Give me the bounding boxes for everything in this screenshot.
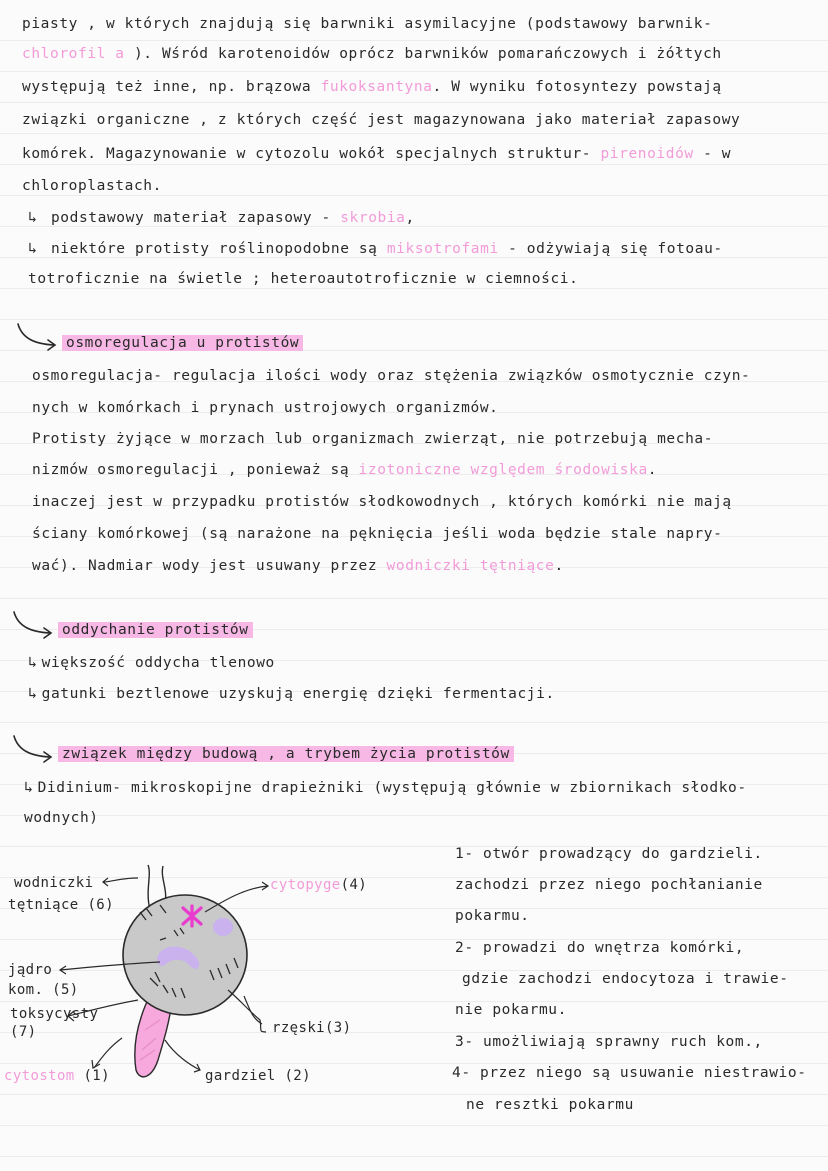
label-toksycysty: toksycysty	[10, 1006, 99, 1022]
resp-bullet-1: ↳ większość oddycha tlenowo	[28, 653, 275, 671]
label-cytopyge: cytopyge(4)	[270, 877, 368, 893]
note-2: 2- prowadzi do wnętrza komórki,	[455, 940, 745, 956]
label-cytostom: cytostom (1)	[4, 1068, 110, 1084]
osmo-line-6: ściany komórkowej (są narażone na pęknięcia jeśli woda będzie stale napry-	[32, 526, 723, 542]
osmo-line-4: nizmów osmoregulacji , ponieważ są izotoniczne względem środowiska.	[32, 462, 658, 478]
section-arrow-icon	[14, 318, 64, 358]
section-arrow-icon	[10, 730, 60, 770]
resp-section-title: oddychanie protistów	[58, 622, 253, 638]
label-gardziel: gardziel (2)	[205, 1068, 311, 1084]
label-jadro: jądro	[8, 962, 53, 978]
intro-line-1: piasty , w których znajdują się barwniki asymilacyjne (podstawowy barwnik-	[22, 16, 713, 32]
bullet-arrow-icon: ↳	[28, 208, 38, 226]
bullet-arrow-icon: ↳	[28, 653, 38, 671]
label-rzeski: rzęski(3)	[272, 1020, 352, 1036]
term-pirenoidy: pirenoidów	[600, 146, 694, 162]
label-wodniczki: wodniczki	[14, 875, 94, 891]
note-1c: pokarmu.	[455, 908, 530, 924]
intro-line-3: występują też inne, np. brązowa fukoksantyna. W wyniku fotosyntezy powstają	[22, 79, 722, 95]
term-fukoksantyna: fukoksantyna	[320, 79, 433, 95]
intro-bullet-2-cont: totroficznie na świetle ; heteroautotroficznie w ciemności.	[28, 271, 579, 287]
relation-section-title: związek między budową , a trybem życia protistów	[58, 746, 514, 762]
term-chlorofil: chlorofil a	[22, 46, 125, 62]
intro-bullet-2: ↳ niektóre protisty roślinopodobne są miksotrofami - odżywiają się fotoau-	[28, 239, 723, 257]
osmo-line-1: osmoregulacja- regulacja ilości wody oraz stężenia związków osmotycznie czyn-	[32, 368, 751, 384]
note-4: 4- przez niego są usuwanie niestrawio-	[452, 1065, 807, 1081]
note-1: 1- otwór prowadzący do gardzieli.	[455, 846, 763, 862]
note-2b: gdzie zachodzi endocytoza i trawie-	[462, 971, 789, 987]
note-1b: zachodzi przez niego pochłanianie	[455, 877, 763, 893]
cilia-top	[148, 865, 150, 910]
osmo-line-2: nych w komórkach i prynach ustrojowych organizmów.	[32, 400, 499, 416]
osmo-line-3: Protisty żyjące w morzach lub organizmach zwierząt, nie potrzebują mecha-	[32, 431, 714, 447]
bullet-arrow-icon: ↳	[28, 684, 38, 702]
term-izotoniczne: izotoniczne względem środowiska	[358, 462, 648, 478]
note-2c: nie pokarmu.	[455, 1002, 567, 1018]
relation-bullet-1-cont: wodnych)	[24, 810, 99, 826]
bullet-arrow-icon: ↳	[28, 239, 38, 257]
intro-line-6: chloroplastach.	[22, 178, 162, 194]
resp-bullet-2: ↳ gatunki beztlenowe uzyskują energię dzięki fermentacji.	[28, 684, 555, 702]
label-jadro-2: kom. (5)	[8, 982, 79, 998]
term-skrobia: skrobia	[340, 210, 406, 226]
term-miksotrofy: miksotrofami	[386, 241, 499, 257]
term-wodniczki: wodniczki tętniące	[386, 558, 555, 574]
note-3: 3- umożliwiają sprawny ruch kom.,	[455, 1034, 763, 1050]
intro-line-5: komórek. Magazynowanie w cytozolu wokół specjalnych struktur- pirenoidów - w	[22, 146, 732, 162]
intro-line-4: związki organiczne , z których część jest magazynowana jako materiał zapasowy	[22, 112, 741, 128]
section-arrow-icon	[10, 606, 60, 646]
osmo-line-7: wać). Nadmiar wody jest usuwany przez wodniczki tętniące.	[32, 558, 564, 574]
label-toksycysty-2: (7)	[10, 1024, 37, 1040]
osmo-line-5: inaczej jest w przypadku protistów słodkowodnych , których komórki nie mają	[32, 494, 732, 510]
relation-bullet-1: ↳ Didinium- mikroskopijne drapieżniki (występują głównie w zbiornikach słodko-	[24, 778, 747, 796]
bullet-arrow-icon: ↳	[24, 778, 34, 796]
label-wodniczki-2: tętniące (6)	[8, 897, 114, 913]
osmo-section-title: osmoregulacja u protistów	[62, 335, 303, 351]
intro-line-2: chlorofil a ). Wśród karotenoidów oprócz barwników pomarańczowych i żółtych	[22, 46, 722, 62]
note-4b: ne resztki pokarmu	[466, 1097, 634, 1113]
intro-bullet-1: ↳ podstawowy materiał zapasowy - skrobia,	[28, 208, 415, 226]
